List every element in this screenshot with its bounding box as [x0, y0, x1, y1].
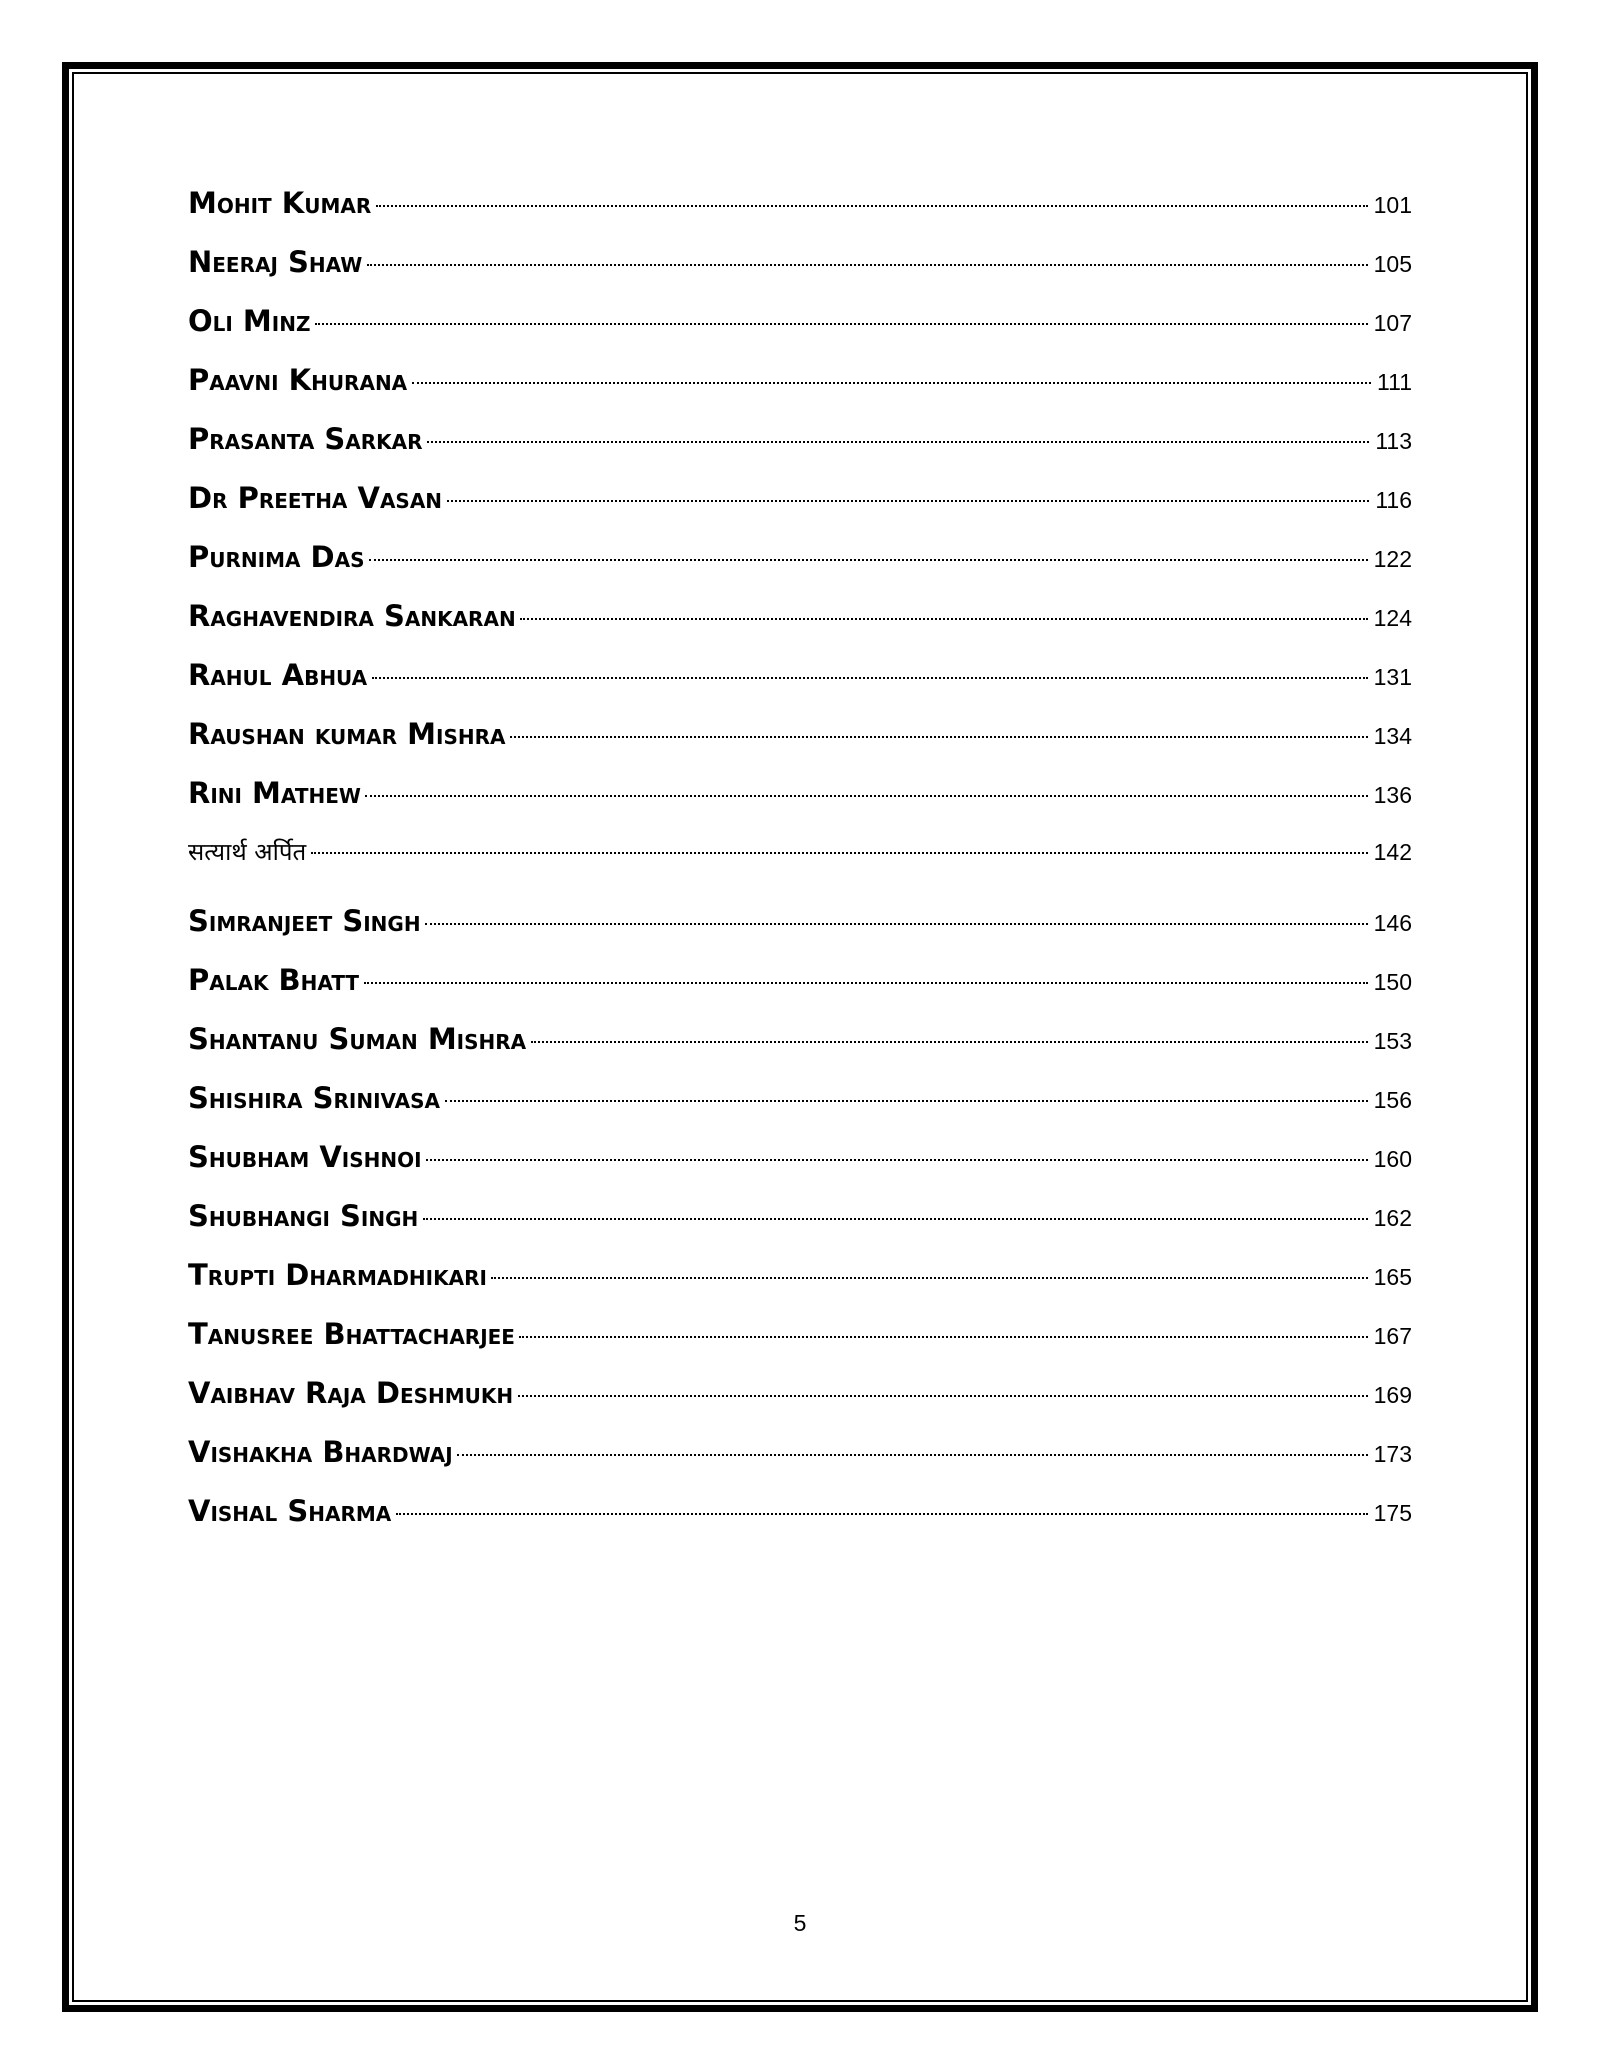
toc-entry-name-wrapper [188, 186, 372, 220]
toc-entry-page: 101 [1373, 192, 1412, 218]
toc-entry-name-wrapper [188, 1199, 419, 1233]
toc-entry-page: 124 [1373, 605, 1412, 631]
toc-entry[interactable] [188, 717, 1412, 776]
toc-entry-page: 134 [1373, 723, 1412, 749]
toc-entry-name: Oli Minz [188, 304, 311, 338]
toc-dot-leader [311, 852, 1368, 854]
toc-dot-leader [372, 677, 1368, 679]
toc-entry[interactable] [188, 1376, 1412, 1435]
toc-dot-leader [396, 1513, 1368, 1515]
toc-entry-name: Shubham Vishnoi [188, 1140, 422, 1174]
toc-entry[interactable] [188, 1199, 1412, 1258]
toc-entry-name-wrapper [188, 717, 506, 751]
toc-entry-page: 160 [1373, 1146, 1412, 1172]
table-of-contents [188, 186, 1412, 1553]
toc-entry-name: Shubhangi Singh [188, 1199, 419, 1233]
toc-entry[interactable] [188, 1317, 1412, 1376]
toc-entry-name-wrapper [188, 1258, 487, 1292]
toc-dot-leader [412, 382, 1371, 384]
toc-entry-name: Palak Bhatt [188, 963, 360, 997]
toc-entry-name-wrapper [188, 1435, 453, 1469]
toc-entry-name: Vishakha Bhardwaj [188, 1435, 453, 1469]
toc-entry-name-wrapper [188, 599, 516, 633]
toc-entry-name-wrapper [188, 1081, 441, 1115]
toc-entry[interactable] [188, 540, 1412, 599]
toc-entry-name: Simranjeet Singh [188, 904, 421, 938]
toc-entry-name-wrapper [188, 963, 360, 997]
toc-entry-name-wrapper [188, 658, 368, 692]
toc-entry-page: 105 [1373, 251, 1412, 277]
toc-entry-name: Tanusree Bhattacharjee [188, 1317, 515, 1351]
toc-dot-leader [457, 1454, 1368, 1456]
toc-entry[interactable] [188, 1081, 1412, 1140]
toc-entry[interactable] [188, 363, 1412, 422]
toc-entry-page: 107 [1373, 310, 1412, 336]
toc-entry-page: 162 [1373, 1205, 1412, 1231]
toc-dot-leader [315, 323, 1368, 325]
toc-dot-leader [520, 618, 1368, 620]
toc-entry-page: 122 [1373, 546, 1412, 572]
toc-entry-name: Rini Mathew [188, 776, 361, 810]
toc-entry-name-wrapper [188, 904, 421, 938]
toc-entry-name-wrapper [188, 540, 365, 574]
toc-entry-name: Raghavendira Sankaran [188, 599, 516, 633]
toc-dot-leader [369, 559, 1368, 561]
toc-entry[interactable] [188, 1435, 1412, 1494]
toc-entry-name-wrapper [188, 304, 311, 338]
toc-entry-name: Neeraj Shaw [188, 245, 363, 279]
toc-entry[interactable] [188, 304, 1412, 363]
toc-entry[interactable] [188, 904, 1412, 963]
toc-entry[interactable] [188, 1140, 1412, 1199]
toc-entry-name-wrapper [188, 1317, 515, 1351]
toc-entry-page: 146 [1373, 910, 1412, 936]
toc-entry[interactable] [188, 658, 1412, 717]
toc-entry[interactable] [188, 776, 1412, 835]
toc-dot-leader [519, 1336, 1368, 1338]
toc-entry-name: Vaibhav Raja Deshmukh [188, 1376, 514, 1410]
toc-dot-leader [518, 1395, 1368, 1397]
toc-entry-name: Shantanu Suman Mishra [188, 1022, 527, 1056]
toc-entry-name: Prasanta Sarkar [188, 422, 423, 456]
toc-entry-name: Dr Preetha Vasan [188, 481, 443, 515]
toc-entry-page: 169 [1373, 1382, 1412, 1408]
toc-entry-name-wrapper [188, 1494, 392, 1528]
toc-entry[interactable] [188, 186, 1412, 245]
toc-entry[interactable] [188, 1258, 1412, 1317]
toc-entry-page: 175 [1373, 1500, 1412, 1526]
toc-entry-name-wrapper [188, 363, 408, 397]
toc-dot-leader [364, 982, 1368, 984]
toc-dot-leader [426, 1159, 1368, 1161]
toc-dot-leader [510, 736, 1368, 738]
toc-dot-leader [531, 1041, 1368, 1043]
toc-entry[interactable] [188, 1494, 1412, 1553]
toc-entry-name-wrapper [188, 245, 363, 279]
toc-dot-leader [491, 1277, 1368, 1279]
toc-entry[interactable] [188, 481, 1412, 540]
toc-entry-name: Shishira Srinivasa [188, 1081, 441, 1115]
toc-entry-page: 173 [1373, 1441, 1412, 1467]
toc-entry-page: 167 [1373, 1323, 1412, 1349]
toc-entry-name-wrapper [188, 1140, 422, 1174]
toc-entry-name-wrapper [188, 776, 361, 810]
toc-entry-page: 131 [1373, 664, 1412, 690]
toc-entry-name: Raushan kumar Mishra [188, 717, 506, 751]
toc-entry-page: 136 [1373, 782, 1412, 808]
toc-entry-name: Paavni Khurana [188, 363, 408, 397]
toc-dot-leader [425, 923, 1368, 925]
toc-dot-leader [445, 1100, 1368, 1102]
toc-entry[interactable] [188, 599, 1412, 658]
toc-dot-leader [447, 500, 1369, 502]
toc-dot-leader [365, 795, 1368, 797]
toc-entry-page: 113 [1375, 428, 1412, 454]
toc-entry-name: सत्यार्थ अर्पित [188, 838, 307, 866]
toc-entry[interactable] [188, 422, 1412, 481]
toc-entry-page: 165 [1373, 1264, 1412, 1290]
toc-entry-name-wrapper [188, 481, 443, 515]
toc-entry[interactable] [188, 963, 1412, 1022]
toc-entry-page: 142 [1373, 839, 1412, 865]
toc-dot-leader [367, 264, 1368, 266]
toc-entry-name: Mohit Kumar [188, 186, 372, 220]
toc-entry-name: Rahul Abhua [188, 658, 368, 692]
toc-entry-page: 111 [1377, 369, 1412, 395]
toc-entry-page: 150 [1373, 969, 1412, 995]
page-number: 5 [793, 1910, 807, 1936]
toc-entry-name-wrapper [188, 835, 307, 868]
toc-entry[interactable] [188, 245, 1412, 304]
toc-entry-name-wrapper [188, 422, 423, 456]
toc-entry-name-wrapper [188, 1376, 514, 1410]
toc-entry-page: 116 [1375, 487, 1412, 513]
toc-entry-name: Vishal Sharma [188, 1494, 392, 1528]
toc-dot-leader [427, 441, 1369, 443]
toc-entry-name: Trupti Dharmadhikari [188, 1258, 487, 1292]
toc-entry-name-wrapper [188, 1022, 527, 1056]
toc-entry[interactable] [188, 835, 1412, 904]
toc-dot-leader [376, 205, 1368, 207]
toc-entry-page: 153 [1373, 1028, 1412, 1054]
toc-entry[interactable] [188, 1022, 1412, 1081]
toc-entry-name: Purnima Das [188, 540, 365, 574]
toc-entry-page: 156 [1373, 1087, 1412, 1113]
toc-dot-leader [423, 1218, 1368, 1220]
